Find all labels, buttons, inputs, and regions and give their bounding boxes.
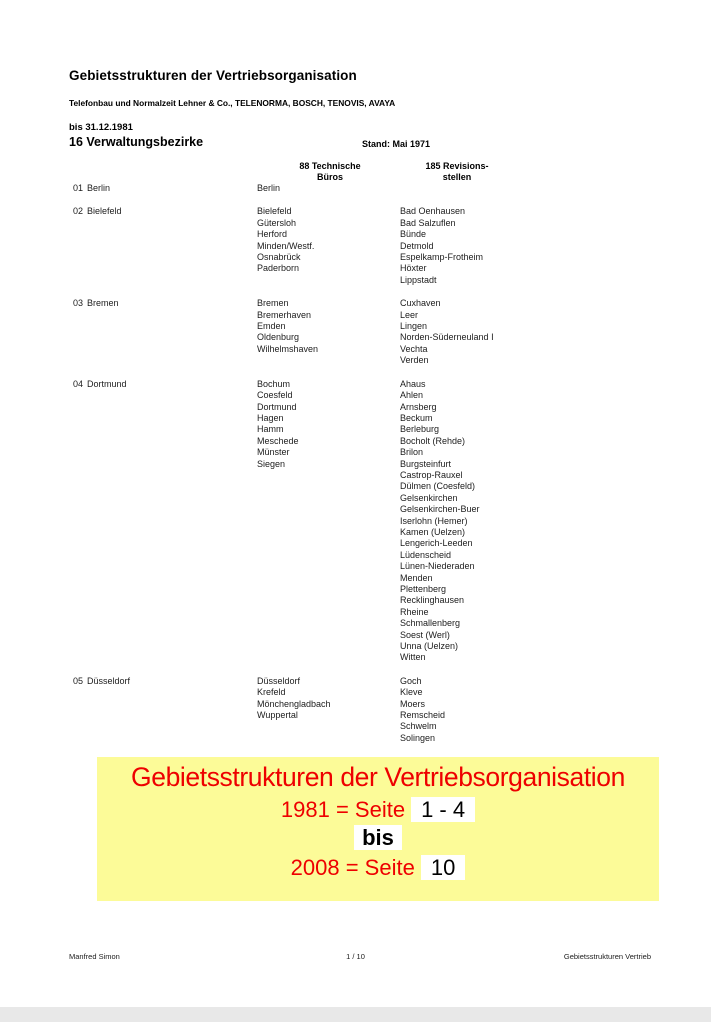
district-name: Bielefeld [87,206,122,217]
revision-office: Beckum [400,412,433,423]
technical-office: Düsseldorf [257,675,301,686]
banner-line-bis [97,825,659,851]
revision-office: Goch [400,675,422,686]
revision-office: Ahlen [400,390,424,401]
district-table-body [0,183,711,756]
column-header-technical [257,161,403,184]
banner-line-2008 [97,855,659,881]
technical-office: Bielefeld [257,206,292,217]
district-label [0,298,257,366]
revision-office: Schwelm [400,721,437,732]
revision-office: Verden [400,355,429,366]
district-label [0,676,257,744]
banner-2008-label: 2008 = Seite [290,855,415,880]
revision-office: Höxter [400,263,427,274]
technical-office: Hamm [257,424,284,435]
revision-office: Unna (Uelzen) [400,641,459,652]
revision-offices-list [400,183,711,194]
revision-office: Kamen (Uelzen) [400,526,466,537]
revision-office: Dülmen (Coesfeld) [400,481,476,492]
revision-office: Moers [400,698,426,709]
revision-office: Lingen [400,321,428,332]
revision-office: Espelkamp-Frotheim [400,252,484,263]
technical-office: Wuppertal [257,710,298,721]
revision-office: Arnsberg [400,401,437,412]
revision-office: Leer [400,309,419,320]
revision-office: Witten [400,652,426,663]
revision-office: Soest (Werl) [400,629,450,640]
district-name: Berlin [87,183,111,193]
revision-office: Norden-Süderneuland I [400,332,494,343]
technical-office: Mönchengladbach [257,698,331,709]
revision-office: Lüdenscheid [400,549,452,560]
footer-document-name: Gebietsstrukturen Vertrieb [563,952,651,961]
revision-office: Gelsenkirchen-Buer [400,504,480,515]
period-label: bis 31.12.1981 [69,122,133,133]
banner-bis-label: bis [354,825,402,850]
revision-office: Recklinghausen [400,595,465,606]
technical-office: Bochum [257,378,291,389]
revision-offices-list [400,206,711,286]
column-header-revision [397,161,517,184]
column-header-revision-line2: stellen [442,172,472,183]
page-title: Gebietsstrukturen der Vertriebsorganisation [69,68,357,83]
revision-office: Castrop-Rauxel [400,469,463,480]
footer-page-indicator: 1 / 10 [346,952,365,961]
revision-office: Gelsenkirchen [400,492,458,503]
technical-office: Osnabrück [257,252,301,263]
column-header-technical-line1: 88 Technische [299,161,361,171]
column-header-revision-line1: 185 Revisions- [425,161,489,171]
district-label [0,379,257,664]
footer-author: Manfred Simon [69,952,120,961]
summary-banner [97,757,659,901]
district-row [0,298,711,366]
banner-1981-pages: 1 - 4 [411,797,475,822]
district-number: 01 [73,183,84,193]
revision-office: Lippstadt [400,274,437,285]
district-label [0,183,257,194]
technical-office: Meschede [257,435,299,446]
district-row [0,676,711,744]
district-row [0,379,711,664]
technical-office: Minden/Westf. [257,240,315,251]
technical-offices-list [257,206,400,286]
viewer-bottom-edge [0,1007,711,1022]
revision-office: Kleve [400,687,423,698]
revision-offices-list [400,379,711,664]
revision-office: Rheine [400,606,429,617]
district-name: Düsseldorf [87,675,131,686]
revision-office: Ahaus [400,378,426,389]
banner-2008-pages: 10 [421,855,465,880]
revision-office: Bad Oenhausen [400,206,466,217]
district-number: 04 [73,378,84,389]
section-heading: 16 Verwaltungsbezirke [69,135,204,149]
technical-offices-list [257,379,400,664]
technical-office: Coesfeld [257,390,293,401]
technical-office: Herford [257,229,288,240]
revision-offices-list [400,298,711,366]
column-header-technical-line2: Büros [316,172,343,183]
technical-office: Emden [257,321,286,332]
revision-office: Solingen [400,732,436,743]
district-number: 03 [73,298,84,309]
technical-office: Bremen [257,298,289,309]
district-label [0,206,257,286]
technical-offices-list [257,298,400,366]
revision-office: Burgsteinfurt [400,458,452,469]
revision-office: Cuxhaven [400,298,441,309]
district-row [0,183,711,194]
revision-office: Iserlohn (Hemer) [400,515,468,526]
technical-office: Paderborn [257,263,300,274]
district-number: 05 [73,675,84,686]
technical-office: Bremerhaven [257,309,312,320]
technical-office: Gütersloh [257,217,297,228]
district-row [0,206,711,286]
banner-line-1981 [97,797,659,823]
revision-office: Remscheid [400,710,446,721]
revision-office: Vechta [400,343,428,354]
stand-label: Stand: Mai 1971 [362,139,431,149]
revision-office: Plettenberg [400,584,447,594]
technical-office: Wilhelmshaven [257,343,319,354]
technical-offices-list [257,676,400,744]
technical-office: Oldenburg [257,332,300,343]
technical-offices-list [257,183,400,194]
revision-office: Bad Salzuflen [400,217,456,228]
technical-office: Hagen [257,412,284,423]
technical-office: Berlin [257,183,281,193]
revision-office: Bocholt (Rehde) [400,435,466,446]
revision-office: Berleburg [400,424,440,435]
revision-office: Detmold [400,240,434,251]
revision-office: Schmallenberg [400,618,461,629]
revision-office: Bünde [400,229,427,240]
banner-title: Gebietsstrukturen der Vertriebsorganisation [131,762,625,792]
revision-office: Menden [400,572,433,583]
revision-office: Lünen-Niederaden [400,561,475,572]
page-subtitle: Telefonbau und Normalzeit Lehner & Co., TELENORMA, BOSCH, TENOVIS, AVAYA [69,98,396,108]
technical-office: Siegen [257,458,286,469]
district-name: Bremen [87,298,119,309]
revision-office: Lengerich-Leeden [400,538,473,549]
revision-office: Brilon [400,447,424,458]
technical-office: Dortmund [257,401,297,412]
district-name: Dortmund [87,378,127,389]
technical-office: Krefeld [257,687,286,698]
revision-offices-list [400,676,711,744]
technical-office: Münster [257,447,290,458]
district-number: 02 [73,206,84,217]
banner-1981-label: 1981 = Seite [280,797,406,822]
